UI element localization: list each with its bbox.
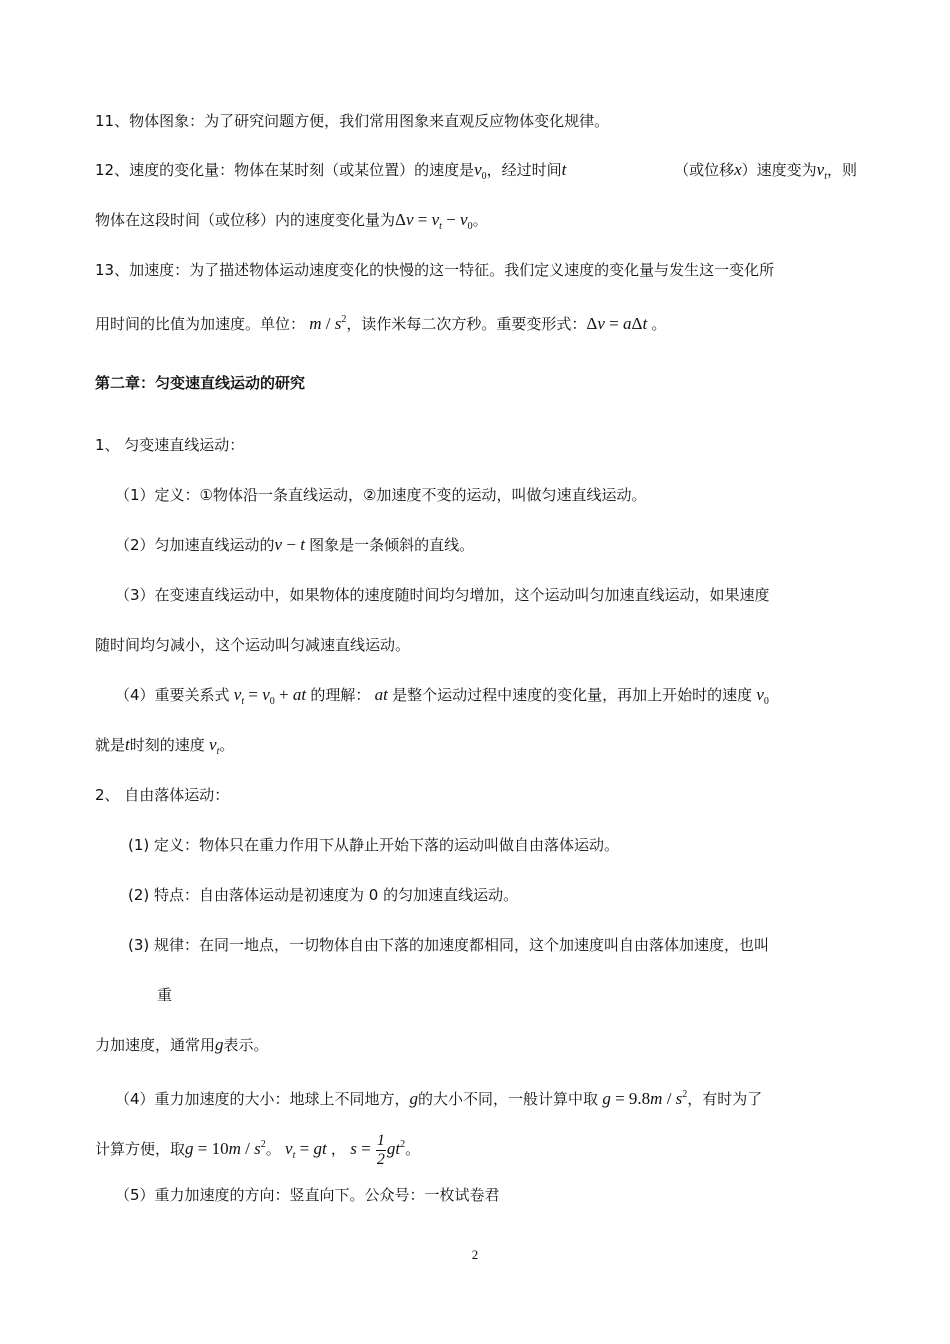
line-item-12-cont: 物体在这段时间（或位移）内的速度变化量为$\Delta v = v_t - v_0$。 xyxy=(95,210,488,232)
formula-delta-v: $\Delta v = v_t - v_0$ xyxy=(395,210,473,232)
formula-v0: $v_0$ xyxy=(474,160,487,182)
section-2-item-3: (3) 规律：在同一地点，一切物体自由下落的加速度都相同，这个加速度叫自由落体加速度，也叫 xyxy=(128,936,770,954)
formula-vt-v0-at: $v_t = v_0$ + at xyxy=(229,685,311,707)
formula-vt-b: $v_t$ xyxy=(204,735,220,757)
formula-g-b: g xyxy=(409,1089,419,1108)
section-2-item-2: (2) 特点：自由落体运动是初速度为 0 的匀加速直线运动。 xyxy=(128,886,519,904)
formula-vt-gt: $v_t$ = gt xyxy=(280,1139,331,1161)
formula-vt: $v_t$ xyxy=(816,160,827,182)
line-item-13: 13、加速度：为了描述物体运动速度变化的快慢的这一特征。我们定义速度的变化量与发生这一变化所 xyxy=(95,261,775,279)
formula-s-half-gt2: s = $\frac{1}{2}$ $gt^2$ xyxy=(345,1131,406,1168)
section-2-item-3-wrap: 重 xyxy=(157,986,173,1004)
section-2-item-4-cont: 计算方便，取$g = 10m / s^2$。 $v_t$ = gt ， s = $\frac{1}{2}$ $gt^2$。 xyxy=(95,1131,421,1168)
formula-v-t: v − t xyxy=(274,535,310,554)
section-1-item-4: （4）重要关系式 $v_t = v_0$ + at 的理解： at 是整个运动过程中速度的变化量，再加上开始时的速度 $v_0$ xyxy=(115,685,769,707)
line-item-11: 11、物体图象：为了研究问题方便，我们常用图象来直观反应物体变化规律。 xyxy=(95,112,610,130)
section-1-item-3-cont: 随时间均匀减小，这个运动叫匀减速直线运动。 xyxy=(95,636,411,654)
section-1-item-1: （1）定义：①物体沿一条直线运动，②加速度不变的运动，叫做匀速直线运动。 xyxy=(115,486,647,504)
section-1-item-3: （3）在变速直线运动中，如果物体的速度随时间均匀增加，这个运动叫匀加速直线运动，如果速度 xyxy=(115,586,770,604)
section-1-item-2: （2）匀加速直线运动的v − t 图象是一条倾斜的直线。 xyxy=(115,535,475,554)
section-2-item-5: （5）重力加速度的方向：竖直向下。公众号：一枚试卷君 xyxy=(115,1186,500,1204)
formula-g-10: $g = 10m / s^2$ xyxy=(185,1139,266,1158)
formula-t-b: t xyxy=(125,735,130,754)
section-2-title: 2、 自由落体运动： xyxy=(95,786,230,804)
formula-v0-b: $v_0$ xyxy=(752,685,769,707)
section-1-title: 1、 匀变速直线运动： xyxy=(95,436,245,454)
formula-g-9-8: $g = 9.8m / s^2$ xyxy=(598,1089,688,1108)
section-2-item-1: (1) 定义：物体只在重力作用下从静止开始下落的运动叫做自由落体运动。 xyxy=(128,836,620,854)
formula-unit: m / $s^2$ xyxy=(305,314,347,333)
line-item-12: 12、速度的变化量：物体在某时刻（或某位置）的速度是$v_0$，经过时间t （或位移x）速度变为$v_t$，则 xyxy=(95,160,857,182)
page-number: 2 xyxy=(471,1247,479,1262)
formula-at: at xyxy=(370,685,393,704)
formula-g: g xyxy=(215,1035,224,1054)
line-item-13-cont: 用时间的比值为加速度。单位： m / $s^2$，读作米每二次方秒。重要变形式：Δv = aΔt 。 xyxy=(95,314,667,333)
formula-x: x xyxy=(734,160,742,179)
section-2-item-4: （4）重力加速度的大小：地球上不同地方，g的大小不同，一般计算中取 $g = 9.8m / s^2$，有时为了 xyxy=(115,1089,763,1108)
section-1-item-4-cont: 就是t时刻的速度 $v_t$。 xyxy=(95,735,235,757)
formula-t: t xyxy=(561,160,567,179)
formula-dv-adt: Δv = aΔt xyxy=(586,314,652,333)
chapter-title: 第二章：匀变速直线运动的研究 xyxy=(95,374,306,392)
section-2-item-3-cont: 力加速度，通常用g表示。 xyxy=(95,1035,269,1054)
